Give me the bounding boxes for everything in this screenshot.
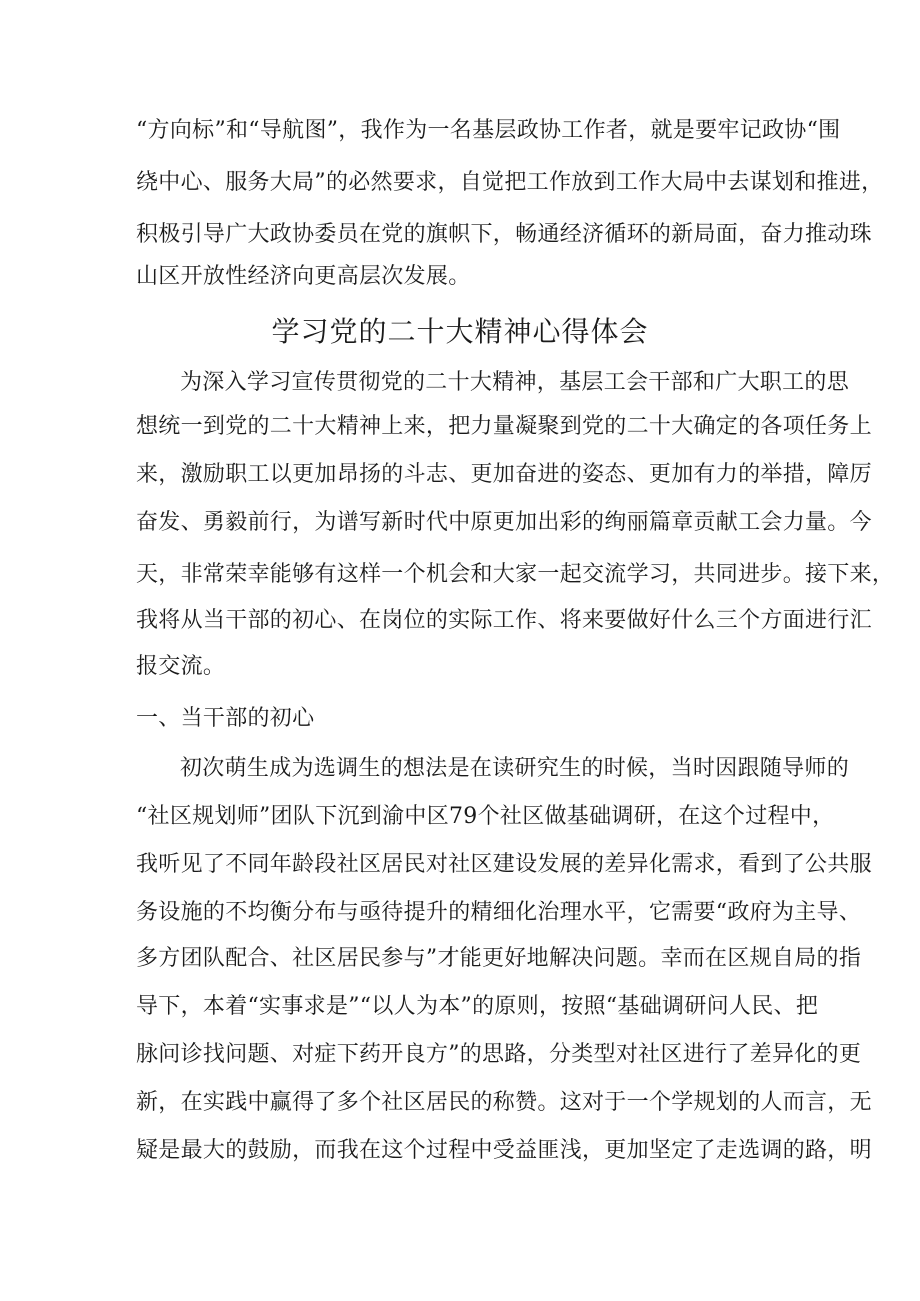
para2-line-7: 脉问诊找问题、对症下药开良方”的思路，分类型对社区进行了差异化的更 xyxy=(136,1042,862,1067)
para1-line-4: 奋发、勇毅前行，为谱写新时代中原更加出彩的绚丽篇章贡献工会力量。今 xyxy=(136,510,872,535)
intro-line-4: 山区开放性经济向更高层次发展。 xyxy=(136,264,471,289)
section-heading: 一、当干部的初心 xyxy=(136,706,315,731)
para1-line-3: 来，激励职工以更加昂扬的斗志、更加奋进的姿态、更加有力的举措，障厉 xyxy=(136,462,872,487)
para1-line-6: 我将从当干部的初心、在岗位的实际工作、将来要做好什么三个方面进行汇 xyxy=(136,608,872,633)
intro-line-1: “方向标”和“导航图”，我作为一名基层政协工作者，就是要牢记政协“围 xyxy=(136,118,841,143)
intro-line-3: 积极引导广大政协委员在党的旗帜下，畅通经济循环的新局面，奋力推动珠 xyxy=(136,222,872,247)
para1-line-7: 报交流。 xyxy=(136,654,226,679)
para1-line-5: 天，非常荣幸能够有这样一个机会和大家一起交流学习，共同进步。接下来， xyxy=(136,562,895,587)
para2-line-2: “社区规划师”团队下沉到渝中区79个社区做基础调研，在这个过程中， xyxy=(136,804,835,829)
para1-line-1: 为深入学习宣传贯彻党的二十大精神，基层工会干部和广大职工的思 xyxy=(180,370,850,395)
para2-line-1: 初次萌生成为选调生的想法是在读研究生的时候，当时因跟随导师的 xyxy=(180,756,850,781)
para2-line-8: 新，在实践中赢得了多个社区居民的称赞。这对于一个学规划的人而言，无 xyxy=(136,1090,872,1115)
para1-line-2: 想统一到党的二十大精神上来，把力量凝聚到党的二十大确定的各项任务上 xyxy=(136,414,872,439)
para2-line-5: 多方团队配合、社区居民参与”才能更好地解决问题。幸而在区规自局的指 xyxy=(136,946,862,971)
document-title: 学习党的二十大精神心得体会 xyxy=(271,315,649,348)
para2-line-6: 导下，本着“实事求是”“以人为本”的原则，按照“基础调研问人民、把 xyxy=(136,994,819,1019)
para2-line-3: 我听见了不同年龄段社区居民对社区建设发展的差异化需求，看到了公共服 xyxy=(136,852,872,877)
para2-line-4: 务设施的不均衡分布与亟待提升的精细化治理水平，它需要“政府为主导、 xyxy=(136,900,862,925)
para2-line-9: 疑是最大的鼓励，而我在这个过程中受益匪浅，更加坚定了走选调的路，明 xyxy=(136,1138,872,1163)
intro-line-2: 绕中心、服务大局”的必然要求，自觉把工作放到工作大局中去谋划和推进， xyxy=(136,170,884,195)
